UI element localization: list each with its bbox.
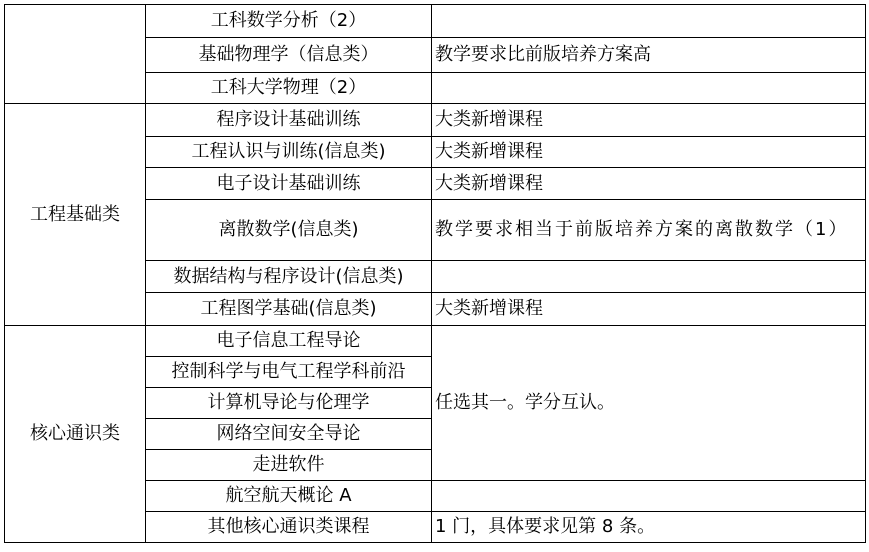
course-name: 控制科学与电气工程学科前沿 (146, 357, 432, 388)
course-note (432, 5, 866, 38)
course-name: 数据结构与程序设计(信息类) (146, 261, 432, 293)
category-cell (5, 5, 146, 104)
course-table (4, 4, 866, 543)
course-name: 计算机导论与伦理学 (146, 388, 432, 419)
course-name: 电子信息工程导论 (146, 326, 432, 357)
course-name: 工程图学基础(信息类) (146, 293, 432, 326)
course-note: 1 门，具体要求见第 8 条。 (432, 512, 866, 543)
course-name: 网络空间安全导论 (146, 419, 432, 450)
course-note (432, 261, 866, 293)
course-name: 程序设计基础训练 (146, 104, 432, 137)
course-name: 离散数学(信息类) (146, 200, 432, 261)
course-note: 大类新增课程 (432, 104, 866, 137)
course-note: 大类新增课程 (432, 293, 866, 326)
course-note (432, 481, 866, 512)
course-name: 其他核心通识类课程 (146, 512, 432, 543)
table-row (5, 104, 866, 137)
course-note: 大类新增课程 (432, 137, 866, 168)
category-cell: 工程基础类 (5, 104, 146, 326)
table-row (5, 326, 866, 357)
course-name: 电子设计基础训练 (146, 168, 432, 200)
course-name: 工科大学物理（2） (146, 73, 432, 104)
course-name: 基础物理学（信息类） (146, 38, 432, 73)
course-note: 大类新增课程 (432, 168, 866, 200)
shared-note: 任选其一。学分互认。 (432, 326, 866, 481)
course-note (432, 73, 866, 104)
course-name: 工科数学分析（2） (146, 5, 432, 38)
course-name: 走进软件 (146, 450, 432, 481)
course-note: 教学要求比前版培养方案高 (432, 38, 866, 73)
course-name: 航空航天概论 A (146, 481, 432, 512)
course-note: 教学要求相当于前版培养方案的离散数学（1） (432, 200, 866, 261)
table-row (5, 5, 866, 38)
category-cell: 核心通识类 (5, 326, 146, 543)
course-name: 工程认识与训练(信息类) (146, 137, 432, 168)
